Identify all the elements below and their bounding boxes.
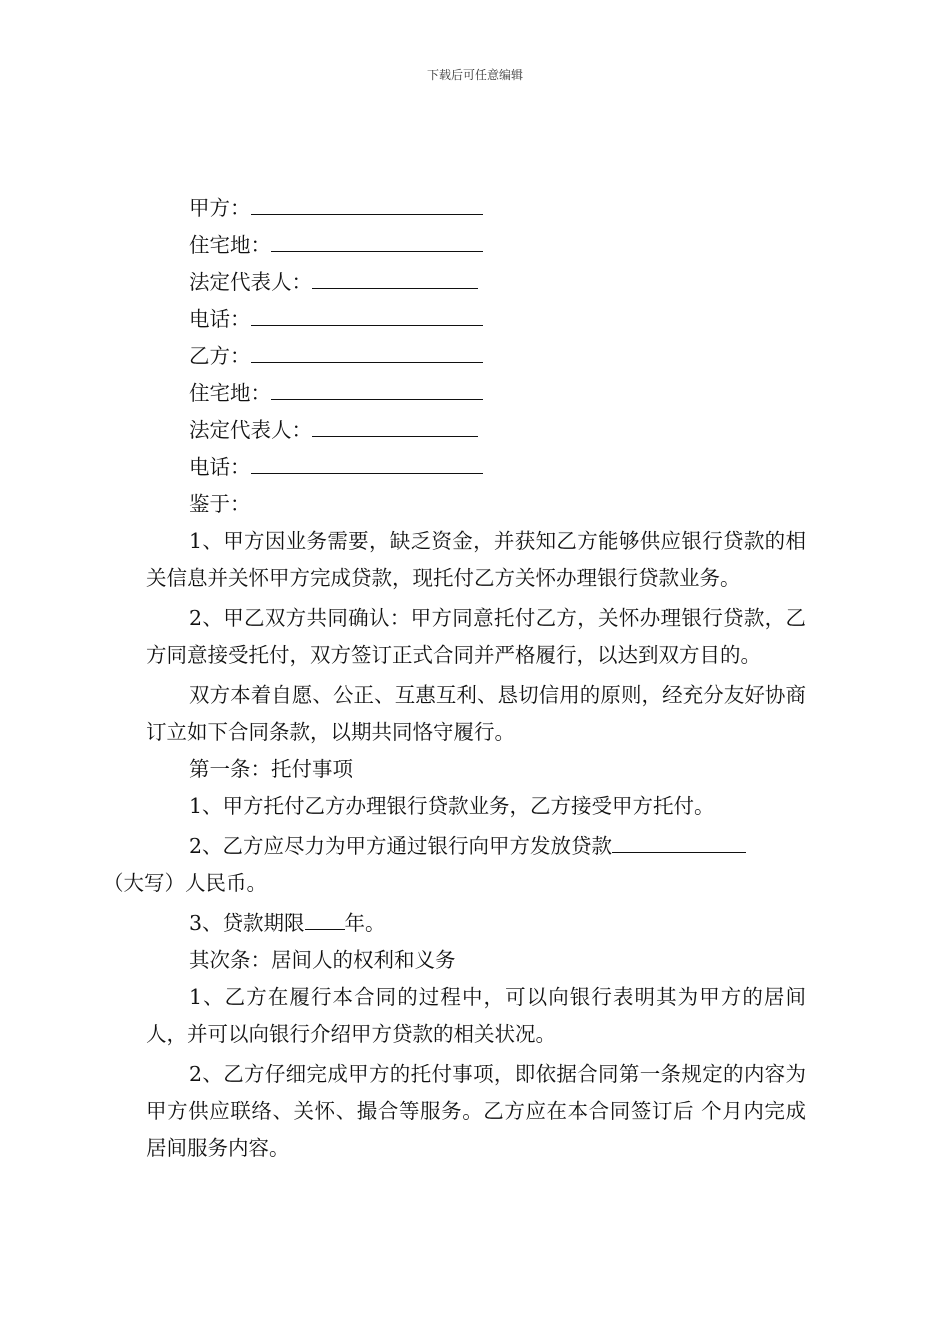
whereas-heading: 鉴于：	[189, 492, 251, 516]
party-b-name-field	[146, 338, 806, 375]
party-b-representative-field	[146, 412, 806, 449]
contract-body	[103, 190, 806, 1167]
party-a-representative-field	[146, 264, 806, 301]
article-2-item-1: 1、乙方在履行本合同的过程中，可以向银行表明其为甲方的居间人，并可以向银行介绍甲方贷款的相关状况。	[146, 985, 806, 1046]
article-1-title: 第一条：托付事项	[189, 757, 353, 781]
party-a-phone-field	[146, 301, 806, 338]
loan-term-blank	[305, 907, 345, 930]
fill-in-line	[251, 192, 483, 215]
article-1-item-2	[103, 828, 806, 902]
field-label: 甲方：	[189, 196, 251, 220]
fill-in-line	[251, 303, 483, 326]
article-2-title: 其次条：居间人的权利和义务	[189, 948, 456, 972]
field-label: 法定代表人：	[189, 418, 312, 442]
field-label: 电话：	[189, 307, 251, 331]
loan-amount-blank	[612, 830, 746, 853]
field-label: 住宅地：	[189, 381, 271, 405]
fill-in-line	[312, 266, 478, 289]
whereas-item-1: 1、甲方因业务需要，缺乏资金，并获知乙方能够供应银行贷款的相关信息并关怀甲方完成贷款，现托付乙方关怀办理银行贷款业务。	[146, 529, 806, 590]
preamble-paragraph: 双方本着自愿、公正、互惠互利、恳切信用的原则，经充分友好协商订立如下合同条款，以期共同恪守履行。	[146, 683, 806, 744]
article-1-item-3-tail: 年。	[344, 911, 386, 935]
party-a-address-field	[146, 227, 806, 264]
field-label: 电话：	[189, 455, 251, 479]
fill-in-line	[312, 414, 478, 437]
field-label: 法定代表人：	[189, 270, 312, 294]
fill-in-line	[271, 377, 483, 400]
field-label: 乙方：	[189, 344, 251, 368]
party-b-address-field	[146, 375, 806, 412]
party-b-phone-field	[146, 449, 806, 486]
article-1-item-3-text: 3、贷款期限	[189, 911, 305, 935]
fill-in-line	[251, 340, 483, 363]
whereas-item-2: 2、甲乙双方共同确认：甲方同意托付乙方，关怀办理银行贷款，乙方同意接受托付，双方签订正式合同并严格履行，以达到双方目的。	[146, 606, 806, 667]
article-1-item-2-text: 2、乙方应尽力为甲方通过银行向甲方发放贷款	[189, 834, 613, 858]
article-1-item-1: 1、甲方托付乙方办理银行贷款业务，乙方接受甲方托付。	[189, 794, 715, 818]
field-label: 住宅地：	[189, 233, 271, 257]
article-1-item-2-tail: （大写）人民币。	[103, 871, 267, 895]
article-2-item-2: 2、乙方仔细完成甲方的托付事项，即依据合同第一条规定的内容为甲方供应联络、关怀、撮合等服务。乙方应在本合同签订后 个月内完成居间服务内容。	[146, 1062, 806, 1160]
article-1-item-3	[146, 905, 806, 942]
party-a-name-field	[146, 190, 806, 227]
fill-in-line	[271, 229, 483, 252]
fill-in-line	[251, 451, 483, 474]
header-note: 下载后可任意编辑	[426, 68, 523, 82]
